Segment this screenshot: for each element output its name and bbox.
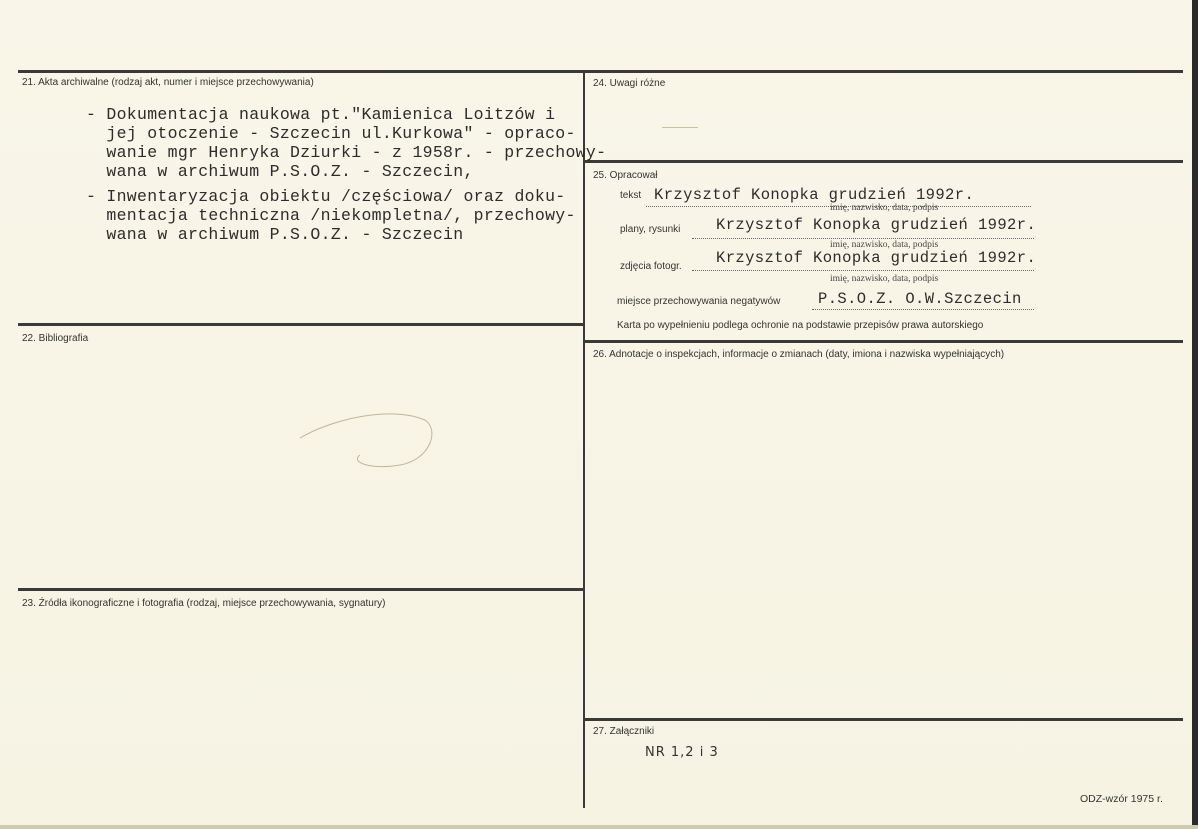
section-25-label: 25. Opracował xyxy=(593,170,658,181)
plany-value: Krzysztof Konopka grudzień 1992r. xyxy=(716,216,1037,234)
section-21-label: 21. Akta archiwalne (rodzaj akt, numer i miejsce przechowywania) xyxy=(22,77,314,88)
section-23-label: 23. Źródła ikonograficzne i fotografia (rodzaj, miejsce przechowywania, sygnatury) xyxy=(22,598,386,609)
zdjecia-value: Krzysztof Konopka grudzień 1992r. xyxy=(716,249,1037,267)
negatywy-line xyxy=(812,309,1034,310)
tekst-caption: imię, nazwisko, data, podpis xyxy=(830,203,939,213)
pencil-mark xyxy=(290,400,440,480)
negatywy-label: miejsce przechowywania negatywów xyxy=(617,296,781,307)
section-27-label: 27. Załączniki xyxy=(593,726,655,737)
rule-26-27 xyxy=(585,718,1183,721)
section-22-label: 22. Bibliografia xyxy=(22,333,89,344)
form-code: ODZ-wzór 1975 r. xyxy=(1080,793,1163,805)
faint-mark xyxy=(662,127,698,128)
rule-24-25 xyxy=(585,160,1183,163)
section-24-label: 24. Uwagi różne xyxy=(593,78,666,89)
card-bottom-edge xyxy=(0,825,1198,829)
archive-entry-1: - Dokumentacja naukowa pt."Kamienica Loitzów i jej otoczenie - Szczecin ul.Kurkowa" - opraco- wanie mgr Henryka Dziurki - z 1958r. - przechowy- wana w archiwum P.S.O.Z. - Szczecin, xyxy=(86,105,607,181)
zdjecia-line xyxy=(692,270,1034,271)
rule-21-22 xyxy=(18,323,583,326)
plany-line xyxy=(692,238,1034,239)
top-rule xyxy=(18,70,1183,73)
rule-25-26 xyxy=(585,340,1183,343)
plany-label: plany, rysunki xyxy=(620,224,681,235)
section-26-label: 26. Adnotacje o inspekcjach, informacje o zmianach (daty, imiona i nazwiska wypełniających) xyxy=(593,349,1005,360)
copyright-note: Karta po wypełnieniu podlega ochronie na podstawie przepisów prawa autorskiego xyxy=(617,320,984,331)
rule-22-23 xyxy=(18,588,583,591)
tekst-label: tekst xyxy=(620,190,642,201)
archive-entry-2: - Inwentaryzacja obiektu /częściowa/ oraz doku- mentacja techniczna /niekompletna/, przechowy- wana w archiwum P.S.O.Z. - Szczecin xyxy=(86,187,576,244)
card-edge xyxy=(1192,0,1198,829)
negatywy-value: P.S.O.Z. O.W.Szczecin xyxy=(818,290,1022,308)
plany-caption: imię, nazwisko, data, podpis xyxy=(830,240,939,250)
zdjecia-caption: imię, nazwisko, data, podpis xyxy=(830,274,939,284)
tekst-value: Krzysztof Konopka grudzień 1992r. xyxy=(654,186,975,204)
attachments-value: NR 1,2 i 3 xyxy=(645,745,719,760)
zdjecia-label: zdjęcia fotogr. xyxy=(620,261,682,272)
